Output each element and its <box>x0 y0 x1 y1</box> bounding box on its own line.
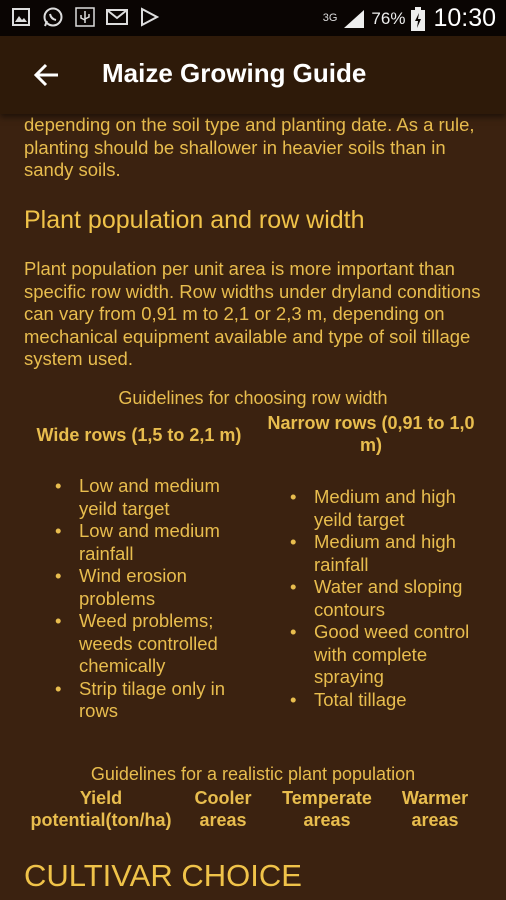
list-item: • Water and sloping contours <box>290 576 490 621</box>
warmer-areas-header: Warmer areas <box>401 788 469 830</box>
play-store-icon <box>138 6 160 28</box>
cultivar-choice-heading: CULTIVAR CHOICE <box>24 858 302 893</box>
list-item: • Medium and high yeild target <box>290 486 490 531</box>
section-heading: Plant population and row width <box>24 206 365 234</box>
usb-icon <box>74 6 96 28</box>
network-type: 3G <box>322 12 338 24</box>
narrow-rows-header: Narrow rows (0,91 to 1,0 m) <box>267 413 475 455</box>
clock: 10:30 <box>433 4 496 32</box>
back-arrow-icon[interactable] <box>32 60 62 90</box>
temperate-areas-header: Temperate areas <box>282 788 372 830</box>
status-bar <box>0 0 506 36</box>
narrow-rows-list <box>290 486 490 711</box>
list-item: • Total tillage <box>290 689 490 712</box>
population-caption: Guidelines for a realistic plant population <box>90 764 416 784</box>
whatsapp-icon <box>42 6 64 28</box>
yield-potential-header: Yield potential(ton/ha) <box>30 788 172 830</box>
app-title: Maize Growing Guide <box>102 58 367 88</box>
battery-percent: 76% <box>371 8 406 28</box>
mail-icon <box>106 6 128 28</box>
list-item: • Low and medium rainfall <box>55 520 251 565</box>
list-item: • Wind erosion problems <box>55 565 251 610</box>
app-bar <box>0 36 506 114</box>
intro-paragraph: depending on the soil type and planting date. As a rule, planting should be shallower in heavier soils than in sandy soils. <box>24 114 475 180</box>
list-item: • Strip tilage only in rows <box>55 678 251 723</box>
signal-icon <box>343 9 365 29</box>
list-item: • Low and medium yeild target <box>55 475 251 520</box>
cooler-areas-header: Cooler areas <box>194 788 252 830</box>
battery-charging-icon <box>411 7 425 31</box>
section-paragraph: Plant population per unit area is more important than specific row width. Row widths under dryland conditions can vary from 0,91 m to 2,1 or 2,3 m, depending on mechanical equipment available and type of soil tillage system used. <box>24 258 481 369</box>
gallery-icon <box>10 6 32 28</box>
wide-rows-header: Wide rows (1,5 to 2,1 m) <box>36 425 242 445</box>
list-item: • Good weed control with complete spraying <box>290 621 490 689</box>
list-item: • Weed problems; weeds controlled chemically <box>55 610 251 678</box>
article-content[interactable] <box>0 114 506 900</box>
list-item: • Medium and high rainfall <box>290 531 490 576</box>
row-width-caption: Guidelines for choosing row width <box>118 388 388 408</box>
wide-rows-list <box>55 475 251 723</box>
